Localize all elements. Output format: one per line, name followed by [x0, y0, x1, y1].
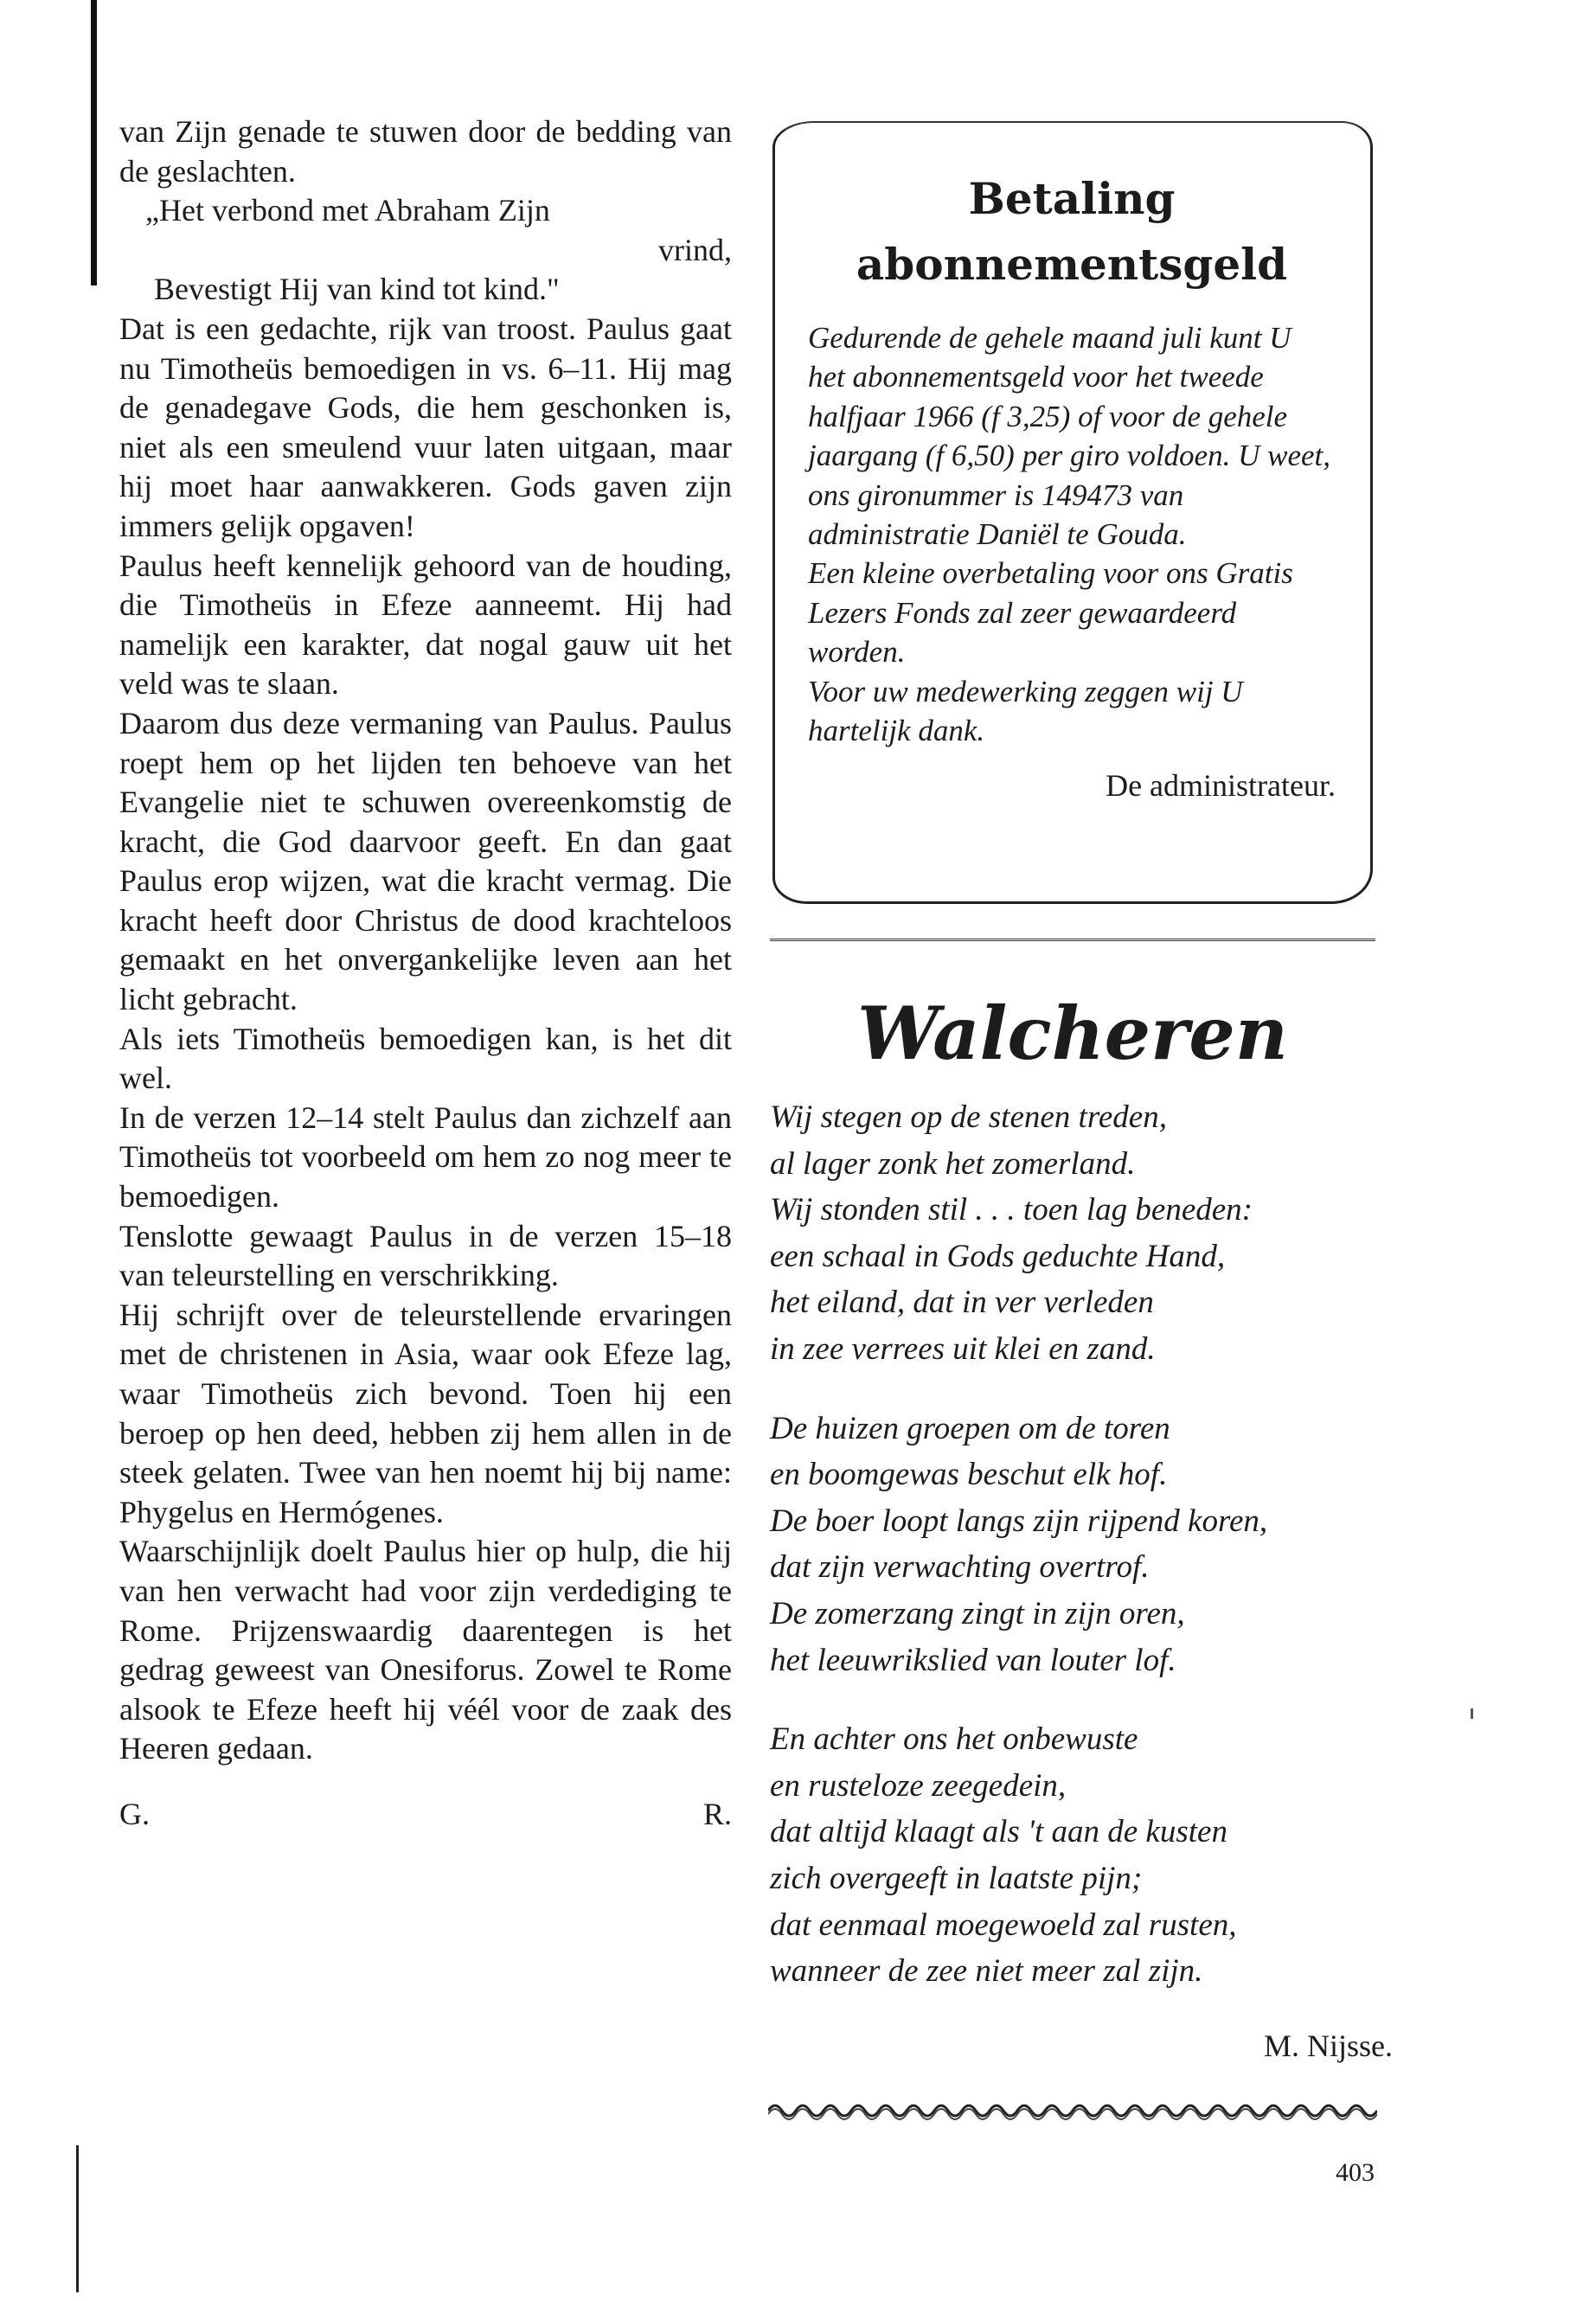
poem-author: M. Nijsse. — [1263, 2028, 1393, 2063]
wave-ornament — [768, 2100, 1377, 2121]
body-paragraph: Daarom dus deze vermaning van Paulus. Paulus roept hem op het lijden ten behoeve van het Evangelie niet te schuwen overeenkomstig de kracht, die God daarvoor geeft. En dan gaat Paulus erop wijzen, wat die kracht vermag. Die kracht heeft door Christus de dood krachteloos gemaakt en het onvergankelijke leven aan het licht gebracht. — [119, 705, 732, 1017]
scan-speck — [1471, 1708, 1473, 1719]
notice-paragraph: Een kleine overbetaling voor ons Gratis Lezers Fonds zal zeer gewaardeerd worden. — [808, 556, 1293, 670]
body-paragraph: Als iets Timotheüs bemoedigen kan, is het dit wel. — [119, 1021, 732, 1096]
notice-paragraph: Voor uw medewerking zeggen wij U hartelijk dank. — [808, 674, 1243, 748]
section-divider — [770, 939, 1375, 941]
opening-paragraph: van Zijn genade te stuwen door de bedding van de geslachten. — [119, 114, 732, 189]
notice-paragraph: Gedurende de gehele maand juli kunt U het abonnementsgeld voor het tweede halfjaar 1966 (f 3,25) of voor de gehele jaargang (f 6,50) per giro voldoen. U weet, ons gironummer is 149473 van administratie Daniël te Gouda. — [808, 321, 1330, 552]
body-paragraph: Paulus heeft kennelijk gehoord van de houding, die Timotheüs in Efeze aanneemt. Hij had namelijk een karakter, dat nogal gauw uit het veld was te slaan. — [119, 548, 732, 702]
verse-line-3: Bevestigt Hij van kind tot kind." — [154, 272, 560, 307]
page-number: 403 — [1336, 2158, 1375, 2187]
margin-rule-lower — [76, 2145, 79, 2292]
poem-stanza: En achter ons het onbewuste en rusteloze zeegedein, dat altijd klaagt als 't aan de kusten zich overgeeft in laatste pijn; dat eenmaal moegewoeld zal rusten, wanneer de zee niet meer zal zijn. — [770, 1721, 1237, 1990]
notice-title: Betaling abonnementsgeld — [856, 173, 1288, 290]
body-paragraph: Dat is een gedachte, rijk van troost. Paulus gaat nu Timotheüs bemoedigen in vs. 6–11. Hij mag de genadegave Gods, die hem geschonken is, niet als een smeulend vuur laten uitgaan, maar hij moet haar aanwakkeren. Gods gaven zijn immers gelijk opgaven! — [119, 311, 732, 543]
poem-stanza: Wij stegen op de stenen treden, al lager zonk het zomerland. Wij stonden stil . . . toen lag beneden: een schaal in Gods geduchte Hand, het eiland, dat in ver verleden in zee verrees uit klei en zand. — [770, 1099, 1253, 1367]
poem-title: Walcheren — [857, 990, 1288, 1076]
body-paragraph: Waarschijnlijk doelt Paulus hier op hulp, die hij van hen verwacht had voor zijn verdediging te Rome. Prijzenswaardig daarentegen is het gedrag geweest van Onesiforus. Zowel te Rome alsook te Efeze heeft hij véél voor de zaak des Heeren gedaan. — [119, 1534, 732, 1766]
payment-notice-box — [772, 121, 1373, 904]
left-column — [119, 112, 732, 1834]
body-paragraph: Hij schrijft over de teleurstellende ervaringen met de christenen in Asia, waar ook Efeze lag, waar Timotheüs zich bevond. Toen hij een beroep op hen deed, hebben zij hem allen in de steek gelaten. Twee van hen noemt hij bij name: Phygelus en Hermógenes. — [119, 1297, 732, 1529]
margin-rule — [91, 0, 97, 285]
initial-g: G. — [119, 1796, 150, 1831]
verse-line-2: vrind, — [658, 232, 732, 267]
notice-signature: De administrateur. — [1106, 768, 1336, 804]
initial-r: R. — [702, 1796, 732, 1831]
poem-stanza: De huizen groepen om de toren en boomgewas beschut elk hof. De boer loopt langs zijn rijpend koren, dat zijn verwachting overtrof. De zomerzang zingt in zijn oren, het leeuwrikslied van louter lof. — [770, 1410, 1268, 1678]
verse-line-1: „Het verbond met Abraham Zijn — [145, 193, 550, 228]
body-paragraph: Tenslotte gewaagt Paulus in de verzen 15–18 van teleurstelling en verschrikking. — [119, 1218, 732, 1293]
body-paragraph: In de verzen 12–14 stelt Paulus dan zichzelf aan Timotheüs tot voorbeeld om hem zo nog meer te bemoedigen. — [119, 1099, 732, 1215]
poem — [770, 1094, 1393, 2066]
author-initials — [119, 1795, 732, 1834]
